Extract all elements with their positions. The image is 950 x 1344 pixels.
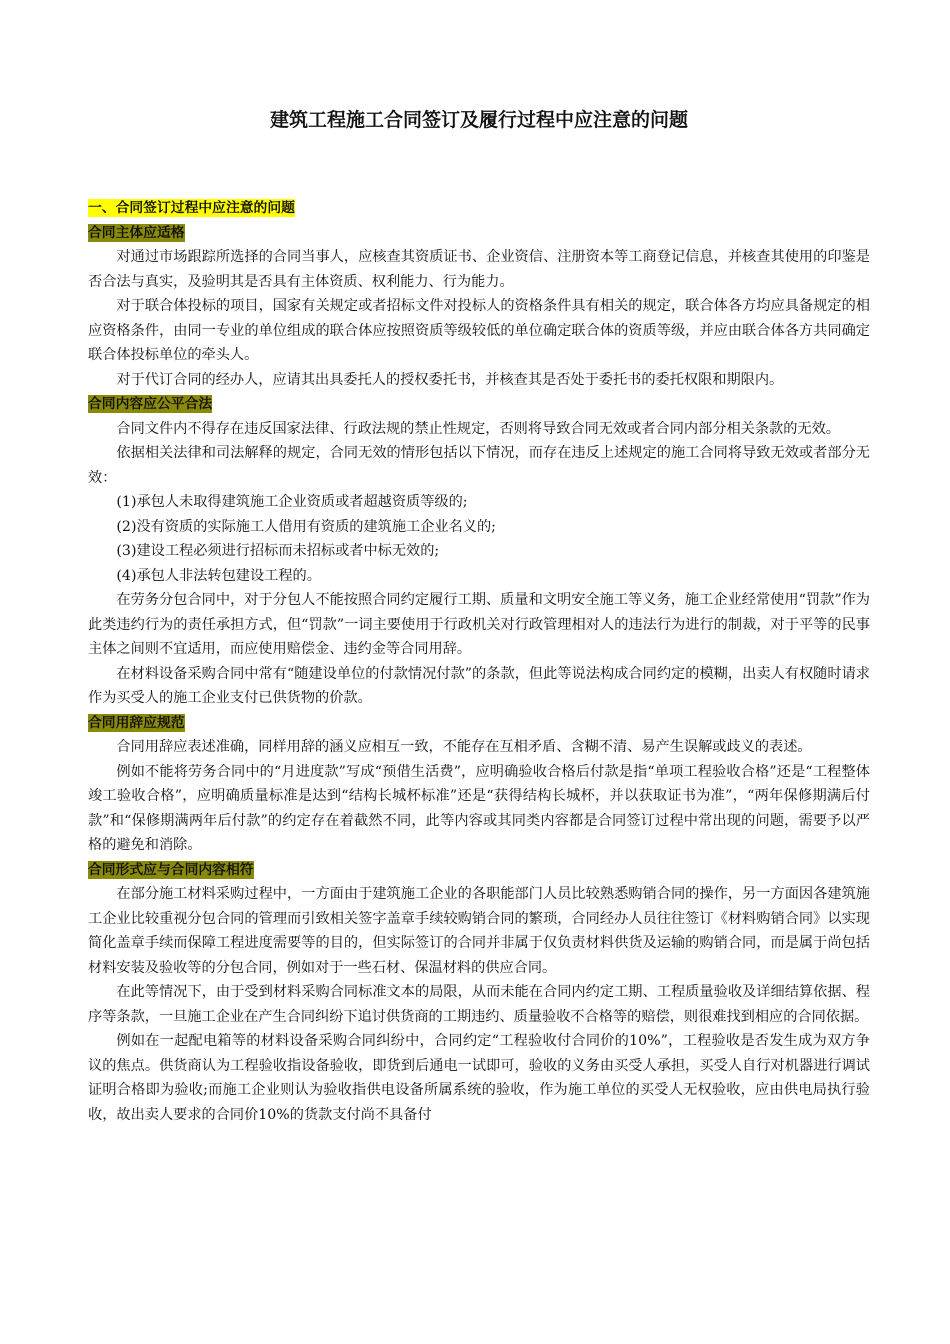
document-title: 建筑工程施工合同签订及履行过程中应注意的问题 xyxy=(269,109,688,131)
paragraph: 合同文件内不得存在违反国家法律、行政法规的禁止性规定，否则将导致合同无效或者合同内部分相关条款的无效。 xyxy=(116,420,840,437)
subsection-heading xyxy=(88,392,870,417)
subsection-heading-text: 合同用辞应规范 xyxy=(88,714,185,731)
paragraph: 例如在一起配电箱等的材料设备采购合同纠纷中，合同约定“工程验收付合同价的10%”，工程验收是否发生成为双方争议的焦点。供货商认为工程验收指设备验收，即货到后通电一试即可，验收的义务由买受人承担，买受人自行对机器进行调试证明合格即为验收;而施工企业则认为验收指供电设备所属系统的验收，作为施工单位的买受人无权验收，应由供电局执行验收，故出卖人要求的合同价10%的货款支付尚不具备付 xyxy=(88,1033,870,1123)
section-heading xyxy=(88,196,870,221)
paragraph: 在劳务分包合同中，对于分包人不能按照合同约定履行工期、质量和文明安全施工等义务，施工企业经常使用“罚款”作为此类违约行为的责任承担方式，但“罚款”一词主要使用于行政机关对行政管理相对人的违法行为进行的制裁，对于平等的民事主体之间则不宜适用，而应使用赔偿金、违约金等合同用辞。 xyxy=(88,592,870,657)
paragraph: 在材料设备采购合同中常有“随建设单位的付款情况付款”的条款，但此等说法构成合同约定的模糊，出卖人有权随时请求作为买受人的施工企业支付已供货物的价款。 xyxy=(88,665,870,706)
paragraph: 在部分施工材料采购过程中，一方面由于建筑施工企业的各职能部门人员比较熟悉购销合同的操作，另一方面因各建筑施工企业比较重视分包合同的管理而引致相关签字盖章手续较购销合同的繁琐，合同经办人员往往签订《材料购销合同》以实现简化盖章手续而保障工程进度需要等的目的，但实际签订的合同并非属于仅负责材料供货及运输的购销合同，而是属于尚包括材料安装及验收等的分包合同，例如对于一些石材、保温材料的供应合同。 xyxy=(88,886,870,976)
list-item: (4)承包人非法转包建设工程的。 xyxy=(116,567,321,584)
paragraph: 在此等情况下，由于受到材料采购合同标准文本的局限，从而未能在合同内约定工期、工程质量验收及详细结算依据、程序等条款，一旦施工企业在产生合同纠纷下追讨供货商的工期违约、质量验收不合格等的赔偿，则很难找到相应的合同依据。 xyxy=(88,984,870,1025)
list-item: (1)承包人未取得建筑施工企业资质或者超越资质等级的; xyxy=(116,494,468,510)
subsection-heading-text: 合同内容应公平合法 xyxy=(88,396,213,412)
list-item: (2)没有资质的实际施工人借用有资质的建筑施工企业名义的; xyxy=(116,518,496,535)
paragraph: 合同用辞应表述准确，同样用辞的涵义应相互一致，不能存在互相矛盾、含糊不清、易产生误解或歧义的表述。 xyxy=(116,739,812,755)
subsection-heading xyxy=(88,858,870,883)
paragraph: 对通过市场跟踪所选择的合同当事人，应核查其资质证书、企业资信、注册资本等工商登记信息，并核查其使用的印鉴是否合法与真实，及验明其是否具有主体资质、权利能力、行为能力。 xyxy=(88,249,870,290)
subsection-heading xyxy=(88,711,870,736)
subsection-heading-text: 合同主体应适格 xyxy=(88,224,185,241)
paragraph: 依据相关法律和司法解释的规定，合同无效的情形包括以下情况，而存在违反上述规定的施工合同将导致无效或者部分无效： xyxy=(88,445,870,486)
paragraph: 对于联合体投标的项目，国家有关规定或者招标文件对投标人的资格条件具有相关的规定，联合体各方均应具备规定的相应资格条件，由同一专业的单位组成的联合体应按照资质等级较低的单位确定联合体的资质等级，并应由联合体各方共同确定联合体投标单位的牵头人。 xyxy=(88,298,870,363)
section-heading-text: 一、合同签订过程中应注意的问题 xyxy=(88,200,295,216)
subsection-heading-text: 合同形式应与合同内容相符 xyxy=(88,861,254,878)
paragraph: 对于代订合同的经办人，应请其出具委托人的授权委托书，并核查其是否处于委托书的委托权限和期限内。 xyxy=(116,371,784,388)
paragraph: 例如不能将劳务合同中的“月进度款”写成“预借生活费”，应明确验收合格后付款是指“单项工程验收合格”还是“工程整体竣工验收合格”，应明确质量标准是达到“结构长城杯标准”还是“获得结构长城杯，并以获取证书为准”，“两年保修期满后付款”和“保修期满两年后付款”的约定存在着截然不同，此等内容或其同类内容都是合同签订过程中常出现的问题，需要予以严格的避免和消除。 xyxy=(88,763,870,853)
document-body xyxy=(88,196,870,1127)
list-item: (3)建设工程必须进行招标而未招标或者中标无效的; xyxy=(116,543,440,559)
subsection-heading xyxy=(88,221,870,246)
